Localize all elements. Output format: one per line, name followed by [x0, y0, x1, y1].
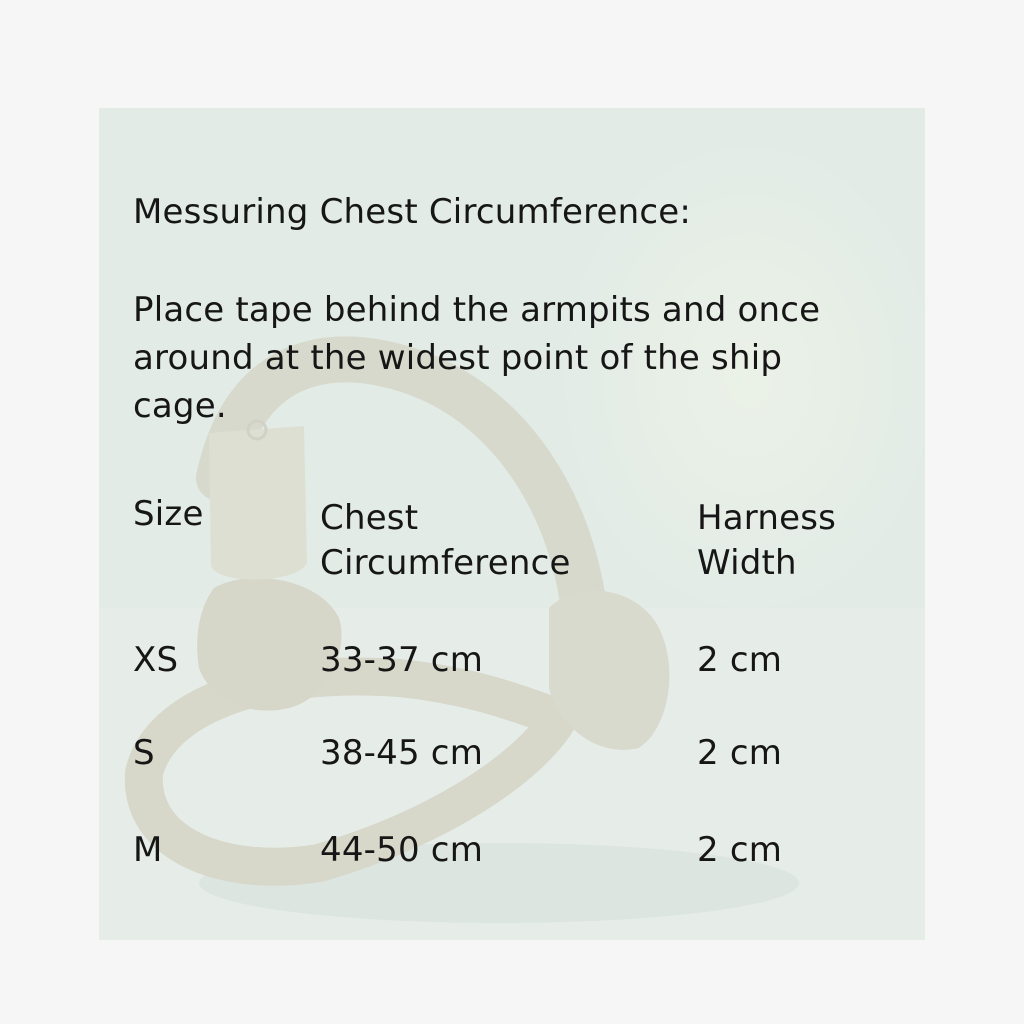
- row-xs-size: XS: [133, 640, 179, 680]
- row-m-chest: 44-50 cm: [320, 830, 484, 870]
- measuring-instructions: Place tape behind the armpits and once around at the widest point of the ship cage.: [133, 290, 821, 426]
- header-chest-line1: Chest: [320, 498, 419, 538]
- header-size: Size: [133, 494, 204, 534]
- size-guide-card: [99, 108, 925, 940]
- row-s-chest: 38-45 cm: [320, 733, 484, 773]
- row-xs-chest: 33-37 cm: [320, 640, 484, 680]
- page-title: Messuring Chest Circumference:: [133, 192, 692, 232]
- row-xs-width: 2 cm: [697, 640, 783, 680]
- header-chest-circumference: [320, 496, 660, 586]
- row-s-size: S: [133, 733, 155, 773]
- header-chest-line2: Circumference: [320, 543, 571, 583]
- header-width-line2: Width: [697, 543, 797, 583]
- header-harness-width: [697, 496, 907, 586]
- row-s-width: 2 cm: [697, 733, 783, 773]
- header-width-line1: Harness: [697, 498, 837, 538]
- row-m-width: 2 cm: [697, 830, 783, 870]
- size-guide-content: [99, 108, 925, 940]
- row-m-size: M: [133, 830, 163, 870]
